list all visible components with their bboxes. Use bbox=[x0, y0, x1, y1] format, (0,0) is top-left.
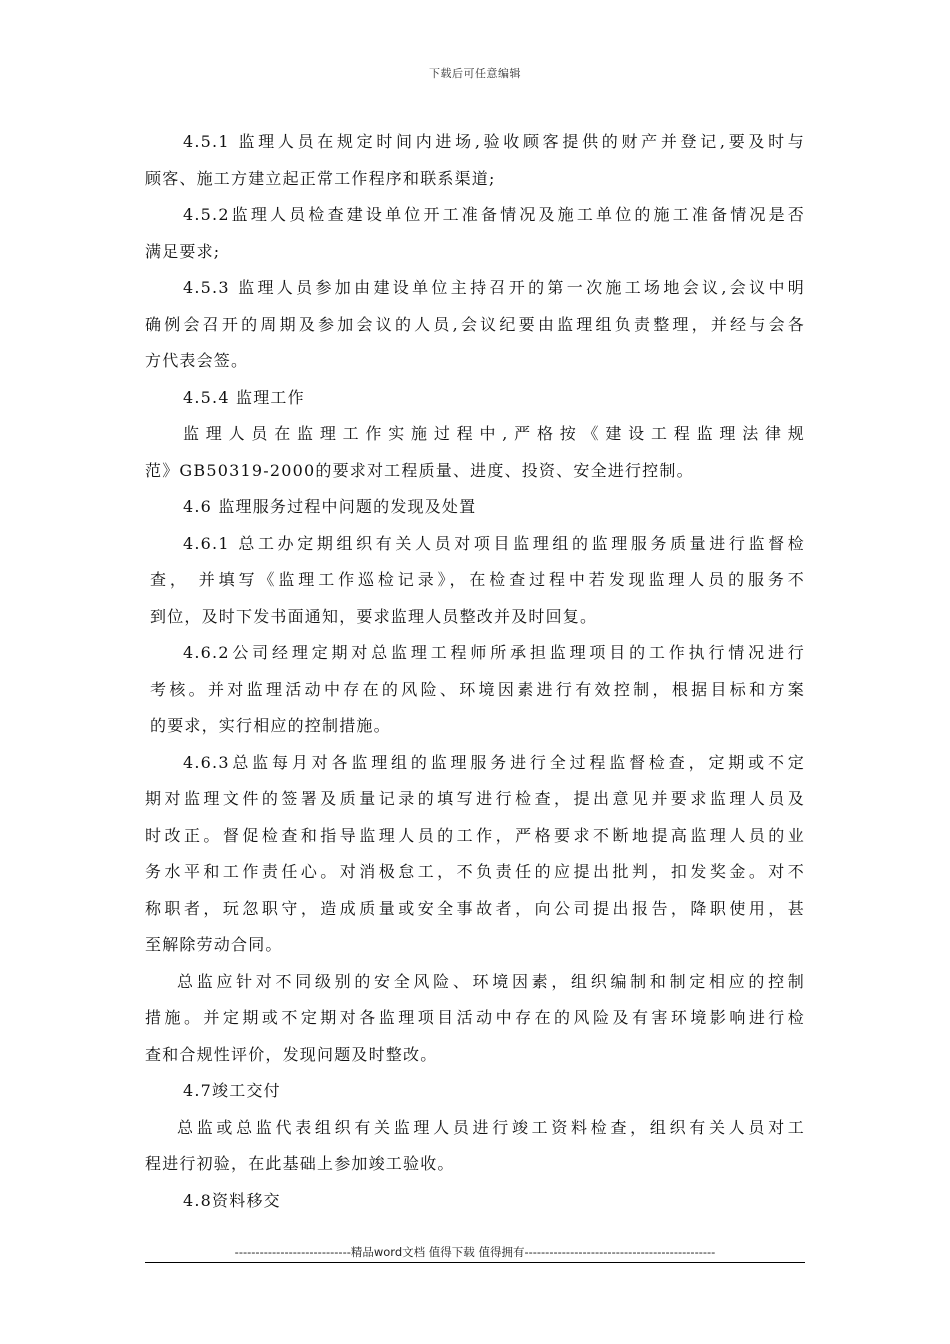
text-line: 至解除劳动合同。 bbox=[145, 935, 283, 954]
text-line: 4.6.2公司经理定期对总监理工程师所承担监理项目的工作执行情况进行 bbox=[183, 643, 805, 662]
page-header: 下载后可任意编辑 bbox=[429, 67, 521, 80]
text-line: 措施。并定期或不定期对各监理项目活动中存在的风险及有害环境影响进行检 bbox=[145, 1008, 805, 1027]
page-footer: ----------------------------精品word文档 值得下载 值得拥有---------------------------------------------- bbox=[234, 1245, 716, 1259]
text-line: 程进行初验，在此基础上参加竣工验收。 bbox=[145, 1154, 455, 1173]
section-heading: 4.5.4 监理工作 bbox=[183, 387, 305, 407]
text-line: 总监应针对不同级别的安全风险、环境因素，组织编制和制定相应的控制 bbox=[177, 971, 805, 991]
text-line: 总监或总监代表组织有关监理人员进行竣工资料检查，组织有关人员对工 bbox=[177, 1117, 805, 1137]
text-line: 方代表会签。 bbox=[145, 351, 249, 370]
text-line: 查， 并填写《监理工作巡检记录》，在检查过程中若发现监理人员的服务不 bbox=[150, 570, 805, 589]
text-line: 时改正。督促检查和指导监理人员的工作，严格要求不断地提高监理人员的业 bbox=[145, 825, 805, 845]
text-line: 查和合规性评价，发现问题及时整改。 bbox=[145, 1044, 438, 1064]
text-line: 确例会召开的周期及参加会议的人员,会议纪要由监理组负责整理，并经与会各 bbox=[145, 314, 805, 334]
text-line: 顾客、施工方建立起正常工作程序和联系渠道; bbox=[145, 168, 496, 188]
text-line: 满足要求; bbox=[145, 241, 221, 261]
text-line: 4.5.3 监理人员参加由建设单位主持召开的第一次施工场地会议,会议中明 bbox=[183, 278, 805, 297]
text-line: 务水平和工作责任心。对消极怠工，不负责任的应提出批判，扣发奖金。对不 bbox=[145, 862, 805, 881]
text-line: 4.6.1 总工办定期组织有关人员对项目监理组的监理服务质量进行监督检 bbox=[183, 533, 805, 553]
text-line: 4.5.2监理人员检查建设单位开工准备情况及施工单位的施工准备情况是否 bbox=[183, 205, 805, 224]
document-body bbox=[145, 124, 805, 1219]
section-heading: 4.6 监理服务过程中问题的发现及处置 bbox=[183, 497, 477, 516]
text-line: 考核。并对监理活动中存在的风险、环境因素进行有效控制，根据目标和方案 bbox=[150, 679, 805, 699]
text-line: 范》GB50319-2000的要求对工程质量、进度、投资、安全进行控制。 bbox=[145, 460, 694, 480]
footer-divider bbox=[145, 1262, 805, 1263]
text-line: 监理人员在监理工作实施过程中,严格按《建设工程监理法律规 bbox=[183, 424, 805, 443]
text-line: 称职者，玩忽职守，造成质量或安全事故者，向公司提出报告，降职使用，甚 bbox=[145, 898, 805, 918]
text-line: 4.5.1 监理人员在规定时间内进场,验收顾客提供的财产并登记,要及时与 bbox=[183, 132, 805, 151]
text-line: 期对监理文件的签署及质量记录的填写进行检查，提出意见并要求监理人员及 bbox=[145, 789, 805, 808]
text-line: 到位，及时下发书面通知，要求监理人员整改并及时回复。 bbox=[150, 606, 598, 626]
section-heading: 4.7竣工交付 bbox=[183, 1081, 281, 1100]
text-line: 4.6.3总监每月对各监理组的监理服务进行全过程监督检查，定期或不定 bbox=[183, 752, 805, 772]
text-line: 的要求，实行相应的控制措施。 bbox=[150, 716, 391, 735]
section-heading: 4.8资料移交 bbox=[183, 1190, 281, 1210]
